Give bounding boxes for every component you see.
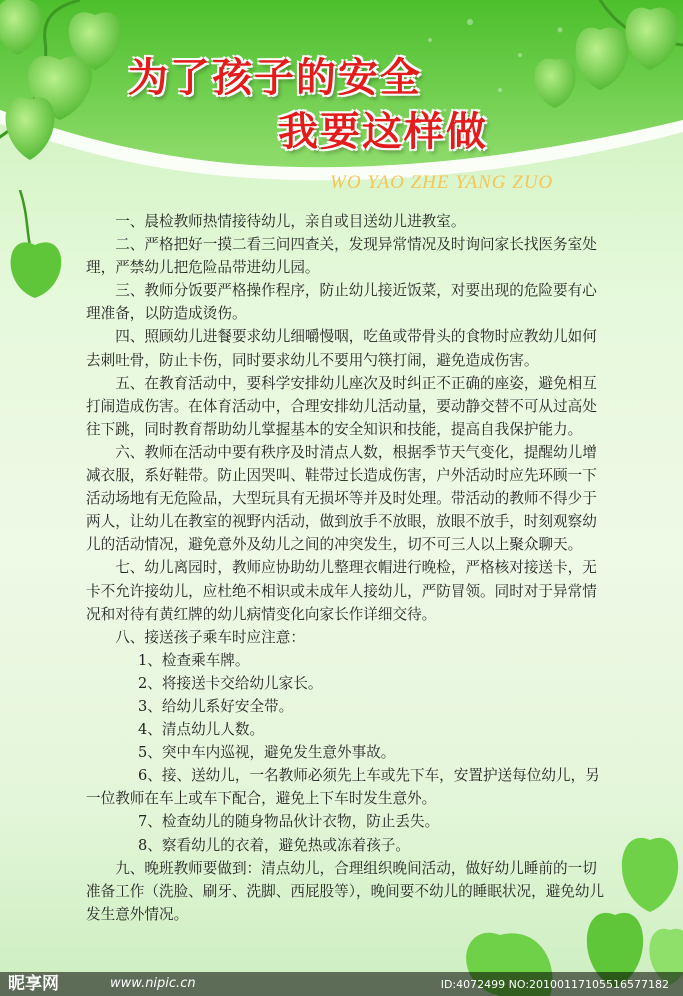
rule-paragraph: 二、严格把好一摸二看三问四查关，发现异常情况及时询问家长找医务室处理，严禁幼儿把危险品带进幼儿园。	[86, 236, 597, 277]
sub-rule-item: 4、清点幼儿人数。	[138, 721, 265, 739]
rule-paragraph: 九、晚班教师要做到：清点幼儿，合理组织晚间活动，做好幼儿睡前的一切准备工作（洗脸、刷牙、洗脚、西屁股等），晚间要不幼儿的睡眠状况，避免幼儿发生意外情况。	[86, 859, 605, 923]
poster-subtitle: WO YAO ZHE YANG ZUO	[330, 172, 554, 193]
sub-rule-item: 6、接、送幼儿，一名教师必须先上车或先下车，安置护送每位幼儿，另一位教师在车上或车下配合，避免上下车时发生意外。	[86, 767, 600, 808]
rule-paragraph: 五、在教育活动中，要科学安排幼儿座次及时纠正不正确的座姿，避免相互打闹造成伤害。在体育活动中，合理安排幼儿活动量，要动静交替不可从过高处往下跳，同时教育帮助幼儿掌握基本的安全知识和技能，提高自我保护能力。	[86, 374, 597, 438]
poster-title-line2: 我要这样做	[278, 109, 488, 155]
rule-paragraph: 七、幼儿离园时，教师应协助幼儿整理衣帽进行晚检，严格核对接送卡，无卡不允许接幼儿，应杜绝不相识或未成年人接幼儿，严防冒领。同时对于异常情况和对待有黄红牌的幼儿病情变化向家长作详细交待。	[86, 559, 597, 623]
rule-paragraph: 六、教师在活动中要有秩序及时清点人数，根据季节天气变化，提醒幼儿增减衣服，系好鞋带。防止因哭叫、鞋带过长造成伤害，户外活动时应先环顾一下活动场地有无危险品，大型玩具有无损坏等并及时处理。带活动的教师不得少于两人，让幼儿在教室的视野内活动，做到放手不放眼，放眼不放手，时刻观察幼儿的活动情况，避免意外及幼儿之间的冲突发生，切不可三人以上聚众聊天。	[86, 443, 597, 554]
watermark-url: www.nipic.cn	[110, 976, 196, 991]
poster-title-line1: 为了孩子的安全	[128, 55, 422, 101]
rules-content	[86, 210, 611, 926]
sub-rule-item: 5、突中车内巡视，避免发生意外事故。	[138, 744, 396, 762]
sub-rule-item: 3、给幼儿系好安全带。	[138, 697, 294, 715]
watermark-id: ID:4072499 NO:20100117105516577182	[440, 978, 669, 991]
sub-rule-item: 2、将接送卡交给幼儿家长。	[138, 674, 323, 692]
hanging-leaf-decoration	[0, 190, 90, 300]
sub-rule-item: 1、检查乘车牌。	[138, 651, 250, 669]
sub-rule-item: 8、察看幼儿的衣着，避免热或冻着孩子。	[138, 836, 410, 854]
watermark-bar	[0, 972, 683, 996]
rule-paragraph: 四、照顾幼儿进餐要求幼儿细嚼慢咽，吃鱼或带骨头的食物时应教幼儿如何去刺吐骨，防止卡伤，同时要求幼儿不要用勺筷打闹，避免造成伤害。	[86, 328, 597, 369]
rule-paragraph: 八、接送孩子乘车时应注意：	[115, 628, 305, 646]
sub-rule-item: 7、检查幼儿的随身物品伙计衣物，防止丢失。	[138, 813, 440, 831]
watermark-logo: 昵享网	[8, 974, 59, 994]
rule-paragraph: 一、晨检教师热情接待幼儿，亲自或目送幼儿进教室。	[115, 213, 466, 230]
rule-paragraph: 三、教师分饭要严格操作程序，防止幼儿接近饭菜，对要出现的危险要有心理准备，以防造成烫伤。	[86, 282, 597, 323]
